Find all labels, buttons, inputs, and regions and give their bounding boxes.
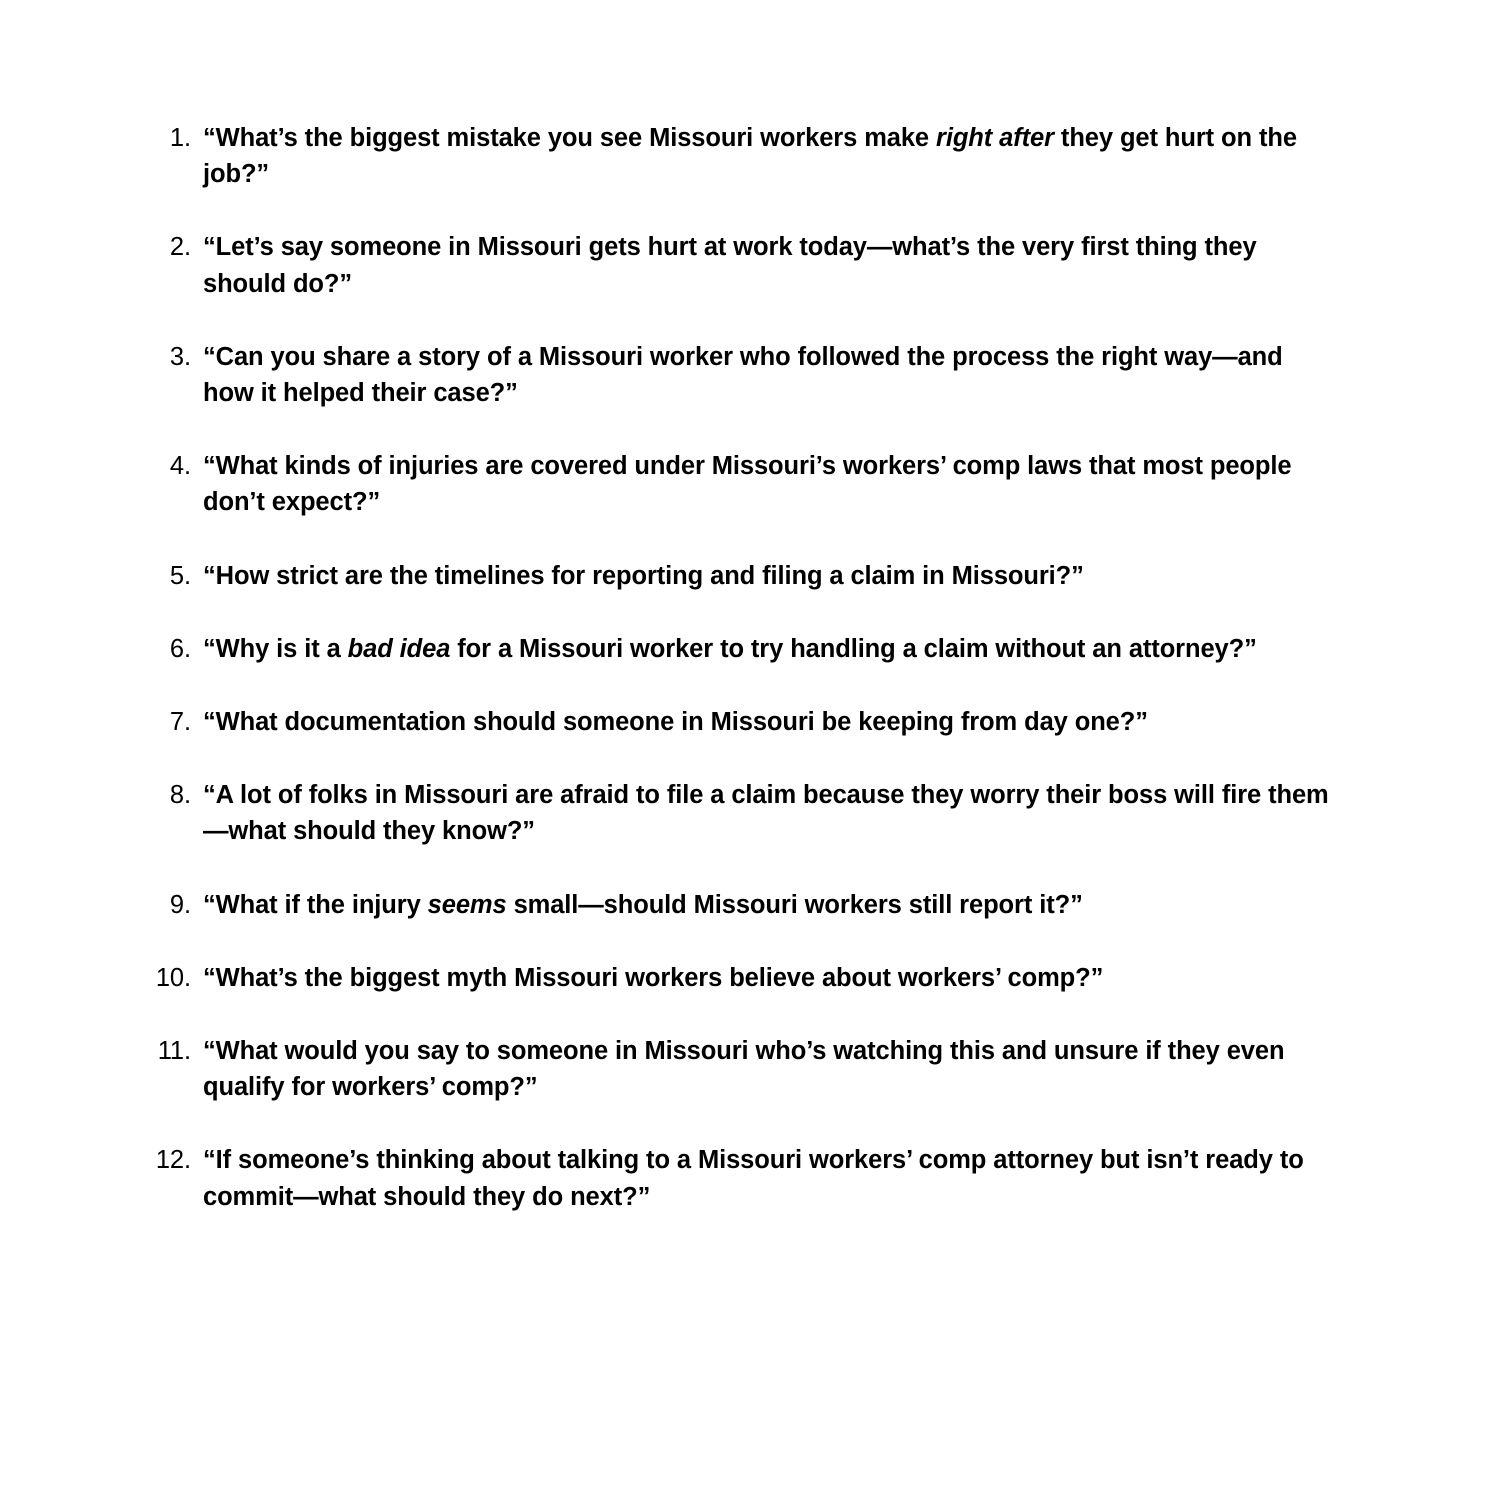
question-text: “A lot of folks in Missouri are afraid to file a claim because they worry their boss will fire them—what should they know?” xyxy=(203,781,1329,846)
question-text: “What kinds of injuries are covered under Missouri’s workers’ comp laws that most people don’t expect?” xyxy=(203,452,1292,517)
question-item xyxy=(145,339,1340,411)
question-text: “What if the injury seems small—should Missouri workers still report it?” xyxy=(203,890,1083,919)
question-text: “Why is it a bad idea for a Missouri worker to try handling a claim without an attorney?” xyxy=(203,634,1257,663)
question-item xyxy=(145,777,1340,849)
question-text: “What’s the biggest mistake you see Missouri workers make right after they get hurt on the job?” xyxy=(203,124,1297,189)
question-item xyxy=(145,1033,1340,1105)
question-text: “What would you say to someone in Missouri who’s watching this and unsure if they even qualify for workers’ comp?” xyxy=(203,1037,1285,1102)
question-item xyxy=(145,448,1340,520)
question-item xyxy=(145,558,1340,594)
question-text: “Can you share a story of a Missouri worker who followed the process the right way—and how it helped their case?” xyxy=(203,342,1283,408)
question-text: “Let’s say someone in Missouri gets hurt at work today—what’s the very first thing they should do?” xyxy=(203,233,1257,298)
question-item xyxy=(145,960,1340,996)
question-item xyxy=(145,631,1340,667)
question-text: “What’s the biggest myth Missouri workers believe about workers’ comp?” xyxy=(203,963,1104,992)
question-item xyxy=(145,120,1340,192)
question-item xyxy=(145,229,1340,301)
question-text: “What documentation should someone in Missouri be keeping from day one?” xyxy=(203,708,1148,737)
question-text: “If someone’s thinking about talking to a Missouri workers’ comp attorney but isn’t ready to commit—what should they do next?” xyxy=(203,1146,1304,1211)
question-item xyxy=(145,704,1340,740)
question-item xyxy=(145,1142,1340,1214)
question-text: “How strict are the timelines for reporting and filing a claim in Missouri?” xyxy=(203,561,1084,590)
question-item xyxy=(145,887,1340,923)
question-list xyxy=(145,120,1340,1215)
